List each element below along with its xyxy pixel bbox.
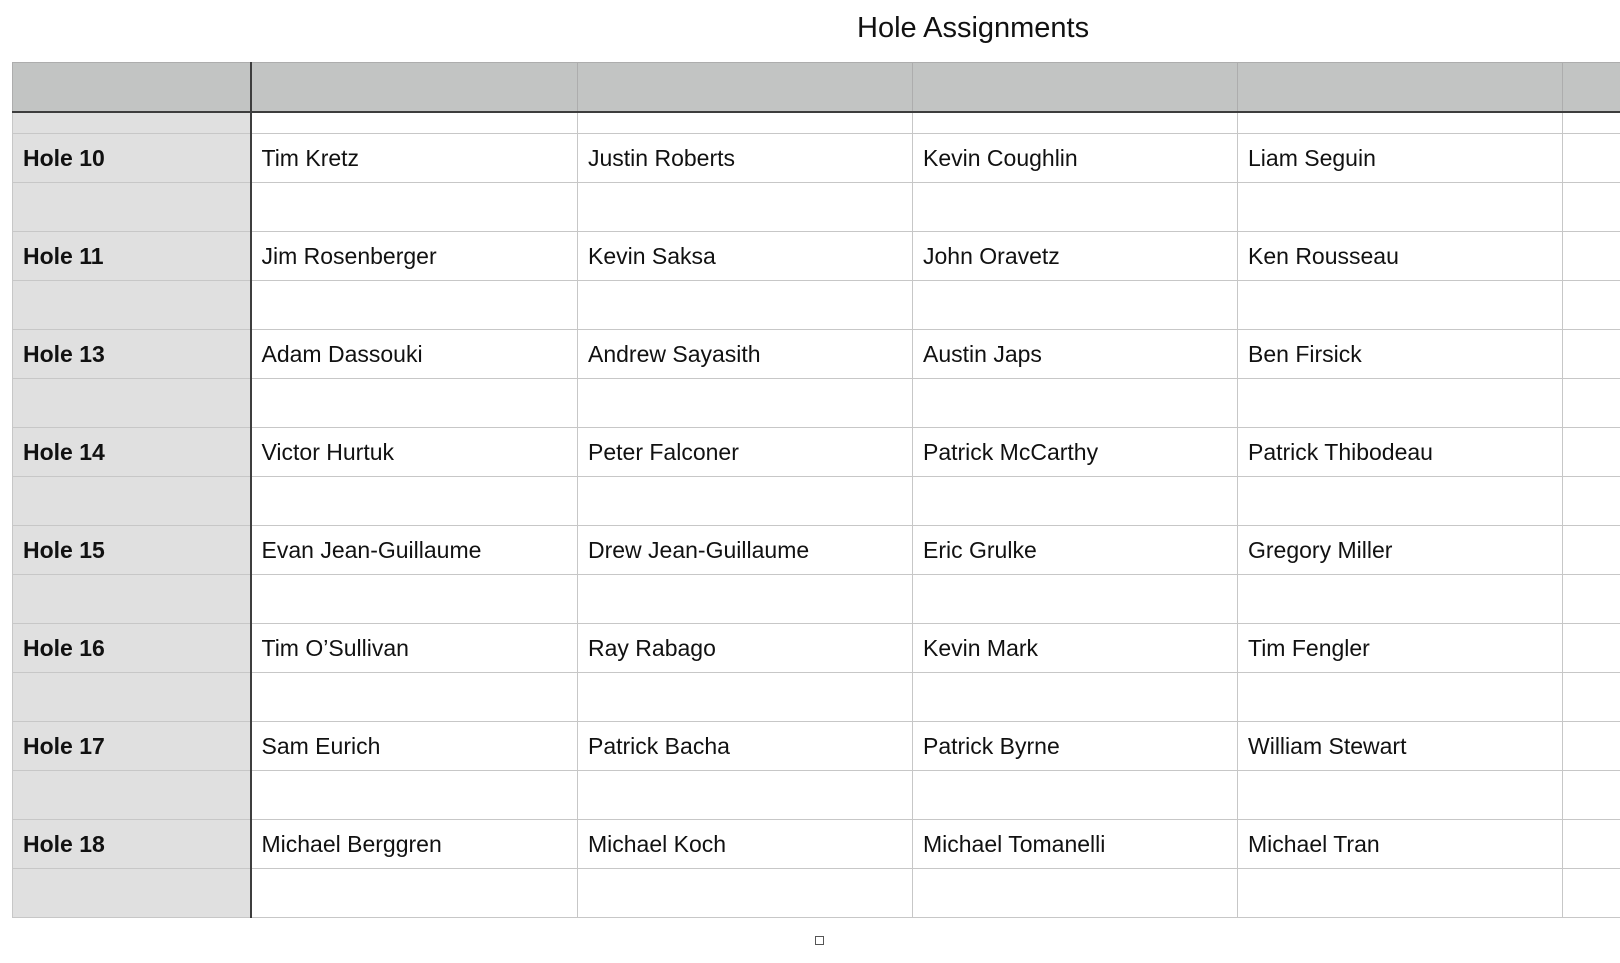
player-cell[interactable]: Eric Grulke: [913, 526, 1238, 575]
blank-row: [13, 183, 1620, 232]
table-cell[interactable]: [1238, 771, 1563, 820]
hole-label-cell[interactable]: Hole 17: [13, 722, 251, 771]
table-cell[interactable]: [1563, 869, 1620, 918]
table-cell[interactable]: [251, 869, 578, 918]
table-cell[interactable]: [1563, 624, 1620, 673]
hole-label-cell[interactable]: Hole 16: [13, 624, 251, 673]
table-row: [13, 820, 1620, 869]
player-cell[interactable]: John Oravetz: [913, 232, 1238, 281]
table-cell[interactable]: [1238, 112, 1563, 134]
hole-label-cell[interactable]: Hole 15: [13, 526, 251, 575]
table-cell[interactable]: [1563, 112, 1620, 134]
table-cell[interactable]: [913, 869, 1238, 918]
table-cell[interactable]: [13, 112, 251, 134]
hole-label-cell[interactable]: Hole 18: [13, 820, 251, 869]
blank-row: [13, 477, 1620, 526]
table-cell[interactable]: [1563, 330, 1620, 379]
hole-label-cell[interactable]: Hole 14: [13, 428, 251, 477]
player-cell[interactable]: Ray Rabago: [578, 624, 913, 673]
header-cell[interactable]: [1238, 63, 1563, 113]
table-cell[interactable]: [13, 771, 251, 820]
blank-row: [13, 869, 1620, 918]
table-cell[interactable]: [251, 281, 578, 330]
table-cell[interactable]: [1563, 771, 1620, 820]
table-cell[interactable]: [1238, 281, 1563, 330]
table-cell[interactable]: [13, 869, 251, 918]
blank-row: [13, 281, 1620, 330]
table-cell[interactable]: [251, 379, 578, 428]
table-row: [13, 526, 1620, 575]
player-cell[interactable]: Kevin Saksa: [578, 232, 913, 281]
table-cell[interactable]: [1563, 820, 1620, 869]
blank-row: [13, 673, 1620, 722]
spacer-row: [13, 112, 1620, 134]
table-cell[interactable]: [578, 281, 913, 330]
player-cell[interactable]: Kevin Coughlin: [913, 134, 1238, 183]
header-cell[interactable]: [1563, 63, 1620, 113]
table-cell[interactable]: [1563, 575, 1620, 624]
hole-label-cell[interactable]: Hole 13: [13, 330, 251, 379]
table-cell[interactable]: [578, 112, 913, 134]
table-cell[interactable]: [913, 379, 1238, 428]
table-cell[interactable]: [251, 112, 578, 134]
table-cell[interactable]: [1563, 673, 1620, 722]
table-cell[interactable]: [913, 771, 1238, 820]
table-cell[interactable]: [13, 281, 251, 330]
table-cell[interactable]: [578, 869, 913, 918]
table-cell[interactable]: [13, 477, 251, 526]
table-cell[interactable]: [913, 575, 1238, 624]
table-cell[interactable]: [251, 183, 578, 232]
table-cell[interactable]: [13, 673, 251, 722]
player-cell[interactable]: Peter Falconer: [578, 428, 913, 477]
table-cell[interactable]: [913, 673, 1238, 722]
table-row: [13, 134, 1620, 183]
table-row: [13, 722, 1620, 771]
player-cell[interactable]: Patrick Bacha: [578, 722, 913, 771]
table-cell[interactable]: [913, 281, 1238, 330]
blank-row: [13, 771, 1620, 820]
blank-row: [13, 575, 1620, 624]
table-cell[interactable]: [1238, 673, 1563, 722]
player-cell[interactable]: Justin Roberts: [578, 134, 913, 183]
header-cell[interactable]: [578, 63, 913, 113]
player-cell[interactable]: Kevin Mark: [913, 624, 1238, 673]
table-resize-handle[interactable]: [815, 936, 824, 945]
table-cell[interactable]: [913, 477, 1238, 526]
player-cell[interactable]: Evan Jean-Guillaume: [251, 526, 578, 575]
table-cell[interactable]: [251, 771, 578, 820]
table-cell[interactable]: [578, 673, 913, 722]
table-cell[interactable]: [1563, 134, 1620, 183]
player-cell[interactable]: William Stewart: [1238, 722, 1563, 771]
table-cell[interactable]: [1563, 526, 1620, 575]
table-cell[interactable]: [251, 575, 578, 624]
table-cell[interactable]: [1238, 379, 1563, 428]
blank-row: [13, 379, 1620, 428]
player-cell[interactable]: Victor Hurtuk: [251, 428, 578, 477]
player-cell[interactable]: Liam Seguin: [1238, 134, 1563, 183]
hole-assignments-table[interactable]: [12, 62, 1620, 918]
table-cell[interactable]: [1563, 281, 1620, 330]
table-cell[interactable]: [1238, 575, 1563, 624]
player-cell[interactable]: Michael Koch: [578, 820, 913, 869]
player-cell[interactable]: Ken Rousseau: [1238, 232, 1563, 281]
table-cell[interactable]: [1563, 183, 1620, 232]
hole-label-cell[interactable]: Hole 11: [13, 232, 251, 281]
table-cell[interactable]: [13, 379, 251, 428]
player-cell[interactable]: Drew Jean-Guillaume: [578, 526, 913, 575]
player-cell[interactable]: Michael Tran: [1238, 820, 1563, 869]
table-cell[interactable]: [913, 112, 1238, 134]
table-cell[interactable]: [578, 183, 913, 232]
header-row: [13, 63, 1620, 113]
player-cell[interactable]: Patrick McCarthy: [913, 428, 1238, 477]
player-cell[interactable]: Tim O’Sullivan: [251, 624, 578, 673]
table-cell[interactable]: [1563, 477, 1620, 526]
hole-label-cell[interactable]: Hole 10: [13, 134, 251, 183]
player-cell[interactable]: Adam Dassouki: [251, 330, 578, 379]
player-cell[interactable]: Tim Kretz: [251, 134, 578, 183]
table-cell[interactable]: [13, 183, 251, 232]
spreadsheet[interactable]: [12, 62, 1620, 942]
table-cell[interactable]: [1563, 232, 1620, 281]
header-cell[interactable]: [13, 63, 251, 113]
player-cell[interactable]: Ben Firsick: [1238, 330, 1563, 379]
table-cell[interactable]: [1238, 477, 1563, 526]
table-cell[interactable]: [1563, 379, 1620, 428]
player-cell[interactable]: Austin Japs: [913, 330, 1238, 379]
table-cell[interactable]: [1238, 869, 1563, 918]
table-row: [13, 232, 1620, 281]
table-row: [13, 330, 1620, 379]
player-cell[interactable]: Gregory Miller: [1238, 526, 1563, 575]
player-cell[interactable]: Tim Fengler: [1238, 624, 1563, 673]
table-cell[interactable]: [1238, 183, 1563, 232]
table-cell[interactable]: [578, 477, 913, 526]
table-cell[interactable]: [251, 673, 578, 722]
table-cell[interactable]: [13, 575, 251, 624]
table-cell[interactable]: [1563, 428, 1620, 477]
player-cell[interactable]: Michael Tomanelli: [913, 820, 1238, 869]
player-cell[interactable]: Patrick Thibodeau: [1238, 428, 1563, 477]
player-cell[interactable]: Michael Berggren: [251, 820, 578, 869]
table-cell[interactable]: [251, 477, 578, 526]
table-cell[interactable]: [1563, 722, 1620, 771]
header-cell[interactable]: [913, 63, 1238, 113]
player-cell[interactable]: Sam Eurich: [251, 722, 578, 771]
player-cell[interactable]: Andrew Sayasith: [578, 330, 913, 379]
table-cell[interactable]: [578, 771, 913, 820]
sheet-title: Hole Assignments: [857, 12, 1090, 44]
player-cell[interactable]: Jim Rosenberger: [251, 232, 578, 281]
table-cell[interactable]: [578, 575, 913, 624]
player-cell[interactable]: Patrick Byrne: [913, 722, 1238, 771]
table-cell[interactable]: [913, 183, 1238, 232]
header-cell[interactable]: [251, 63, 578, 113]
table-cell[interactable]: [578, 379, 913, 428]
table-row: [13, 428, 1620, 477]
table-row: [13, 624, 1620, 673]
